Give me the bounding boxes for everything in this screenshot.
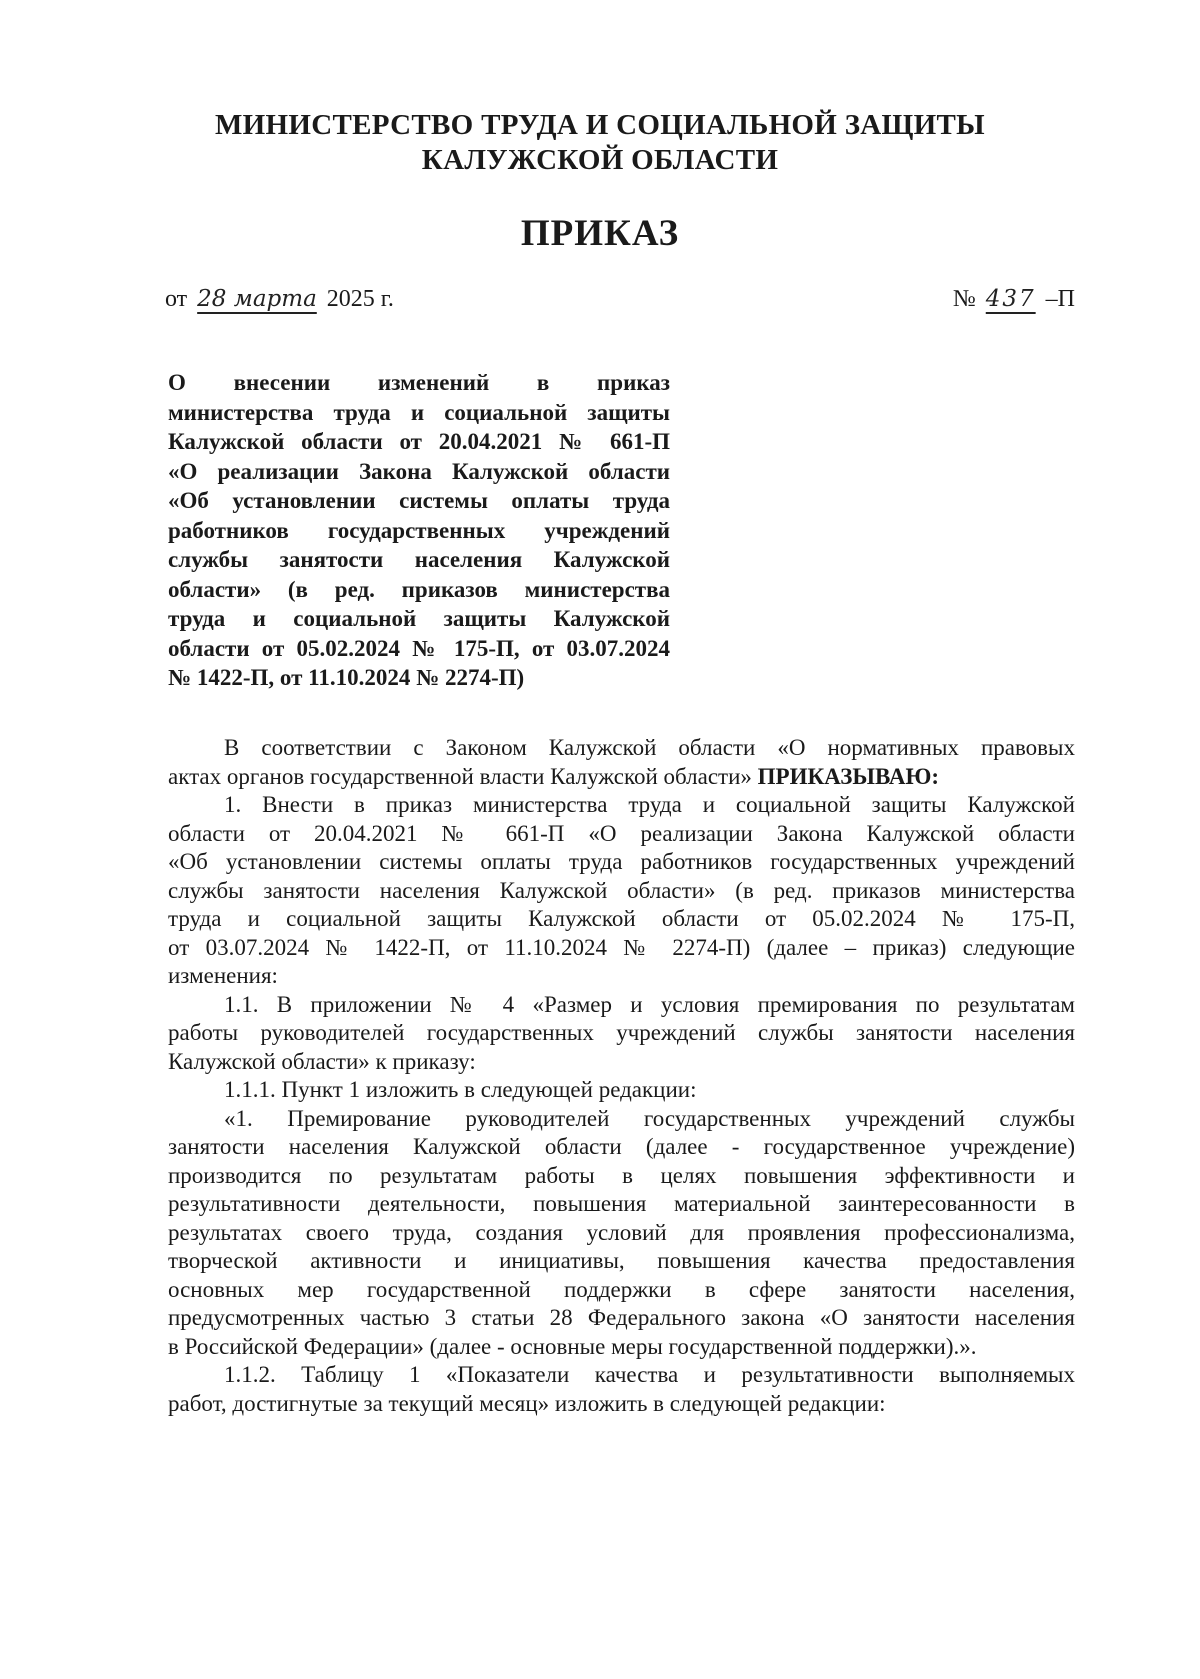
clause-1-line: «Об установлении системы оплаты труда работников государственных учреждений [168,849,1075,874]
subject-line: области» (в ред. приказов министерства [168,576,670,602]
clause-1-1-2-line: работ, достигнутые за текущий месяц» изложить в следующей редакции: [168,1390,886,1416]
date-year: 2025 г. [326,286,394,312]
clause-1-1-line: Калужской области» к приказу: [168,1048,476,1074]
quoted-clause-line: результатах своего труда, создания условий для проявления профессионализма, [168,1219,1075,1245]
clause-1-line: службы занятости населения Калужской области» (в ред. приказов министерства [168,877,1075,903]
clause-1-1-2-line: 1.1.2. Таблицу 1 «Показатели качества и результативности выполняемых [224,1362,1075,1387]
quoted-clause-line: занятости населения Калужской области (далее - государственное учреждение) [168,1134,1075,1159]
number-prefix: № [952,286,976,312]
quoted-clause-line: «1. Премирование руководителей государственных учреждений службы [224,1105,1075,1131]
order-number [953,286,1075,313]
preamble-line: В соответствии с Законом Калужской области «О нормативных правовых [224,735,1075,760]
quoted-clause-line: результативности деятельности, повышения материальной заинтересованности в [168,1191,1075,1216]
document-type-title: ПРИКАЗ [520,213,680,254]
handwritten-date: 28 марта [197,286,317,312]
clause-1-1-1-line: 1.1.1. Пункт 1 изложить в следующей редакции: [224,1077,697,1102]
date-prefix: от [165,286,188,312]
clause-1-line: от 03.07.2024 № 1422-П, от 11.10.2024 № 2274-П) (далее – приказ) следующие [168,934,1075,960]
subject-line: «О реализации Закона Калужской области [168,458,670,484]
quoted-clause-line: производится по результатам работы в целях повышения эффективности и [168,1162,1075,1188]
order-subject [168,368,670,693]
clause-1-line: труда и социальной защиты Калужской области от 05.02.2024 № 175-П, [168,906,1075,931]
ministry-line-2: КАЛУЖСКОЙ ОБЛАСТИ [421,144,779,176]
quoted-clause-line: основных мер государственной поддержки в сфере занятости населения, [168,1276,1075,1302]
clause-1-line: изменения: [168,963,278,988]
subject-line: области от 05.02.2024 № 175-П, от 03.07.2024 [168,635,670,661]
command-word: ПРИКАЗЫВАЮ: [757,763,939,789]
handwritten-number: 437 [985,286,1036,312]
clause-1-1-line: 1.1. В приложении № 4 «Размер и условия премирования по результатам [224,991,1075,1017]
order-body [168,734,1075,1418]
subject-line: труда и социальной защиты Калужской [168,606,670,631]
ministry-line-1: МИНИСТЕРСТВО ТРУДА И СОЦИАЛЬНОЙ ЗАЩИТЫ [215,109,985,141]
subject-line: службы занятости населения Калужской [168,547,670,572]
ministry-header [0,108,1200,178]
quoted-clause-line: в Российской Федерации» (далее - основные меры государственной поддержки).». [168,1333,977,1359]
clause-1-1-line: работы руководителей государственных учреждений службы занятости населения [168,1020,1075,1045]
subject-line: Калужской области от 20.04.2021 № 661-П [168,429,670,454]
preamble-line [168,763,1075,792]
preamble-text: актах органов государственной власти Калужской области» [168,763,752,789]
subject-line: № 1422-П, от 11.10.2024 № 2274-П) [168,665,525,690]
subject-line: министерства труда и социальной защиты [168,399,670,425]
number-suffix: –П [1045,286,1075,312]
clause-1-line: области от 20.04.2021 № 661-П «О реализации Закона Калужской области [168,820,1075,846]
subject-line: О внесении изменений в приказ [168,370,670,395]
order-date [165,286,394,313]
subject-line: работников государственных учреждений [168,517,670,543]
subject-line: «Об установлении системы оплаты труда [168,488,670,513]
quoted-clause-line: творческой активности и инициативы, повышения качества предоставления [168,1248,1075,1273]
quoted-clause-line: предусмотренных частью 3 статьи 28 Федерального закона «О занятости населения [168,1305,1075,1330]
clause-1-line: 1. Внести в приказ министерства труда и социальной защиты Калужской [224,792,1075,817]
